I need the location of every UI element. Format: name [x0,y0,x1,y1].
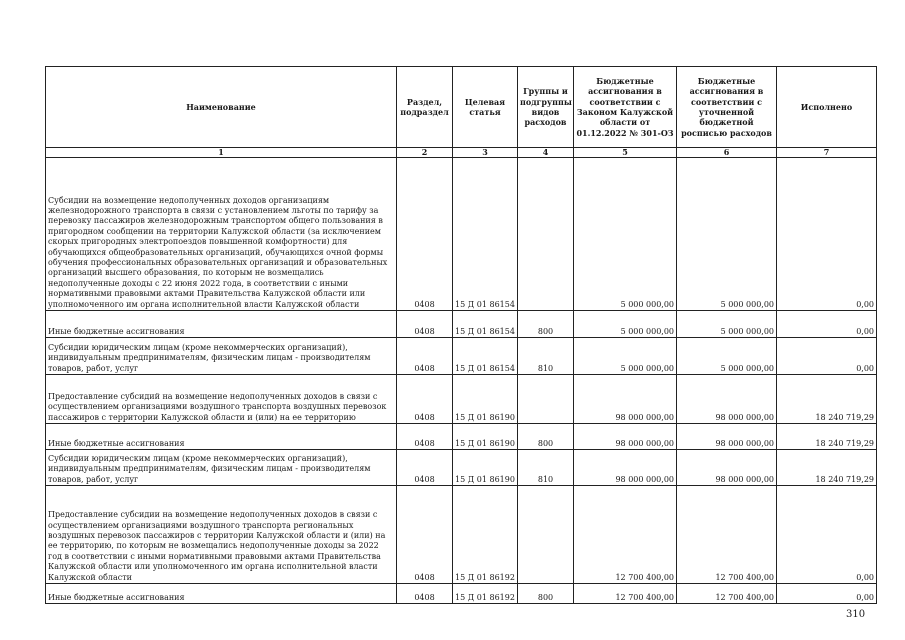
row-group: 800 [518,584,574,604]
row-name: Предоставление субсидий на возмещение недополученных доходов в связи с осуществлением организациями воздушного транспорта воздушных перевозок пассажиров с территории Калужской области и (или) на ее территорию [46,375,397,424]
row-target: 15 Д 01 86192 [453,584,518,604]
row-executed-amount: 18 240 719,29 [777,375,877,424]
row-section: 0408 [397,375,453,424]
row-section: 0408 [397,158,453,311]
row-section: 0408 [397,424,453,450]
table-row [46,158,877,311]
row-name: Субсидии юридическим лицам (кроме некоммерческих организаций), индивидуальным предпринимателям, физическим лицам - производителям товаров, работ, услуг [46,338,397,375]
row-name: Иные бюджетные ассигнования [46,424,397,450]
row-law-amount: 98 000 000,00 [574,450,677,486]
table-row [46,424,877,450]
col-header-executed: Исполнено [777,67,877,148]
row-law-amount: 98 000 000,00 [574,424,677,450]
row-refined-amount: 98 000 000,00 [677,424,777,450]
table-row [46,486,877,584]
col-header-section: Раздел, подраздел [397,67,453,148]
row-name: Субсидии на возмещение недополученных доходов организациям железнодорожного транспорта в связи с установлением льготы по тарифу за перевозку пассажиров железнодорожным транспортом общего пользования в пригородном сообщении на территории Калужской области (за исключением скорых пригородных электропоездов повышенной комфортности) для обучающихся общеобразовательных организаций, обучающихся очной формы обучения профессиональных образовательных организаций и образовательных организаций высшего образования, по которым не возмещались недополученные доходы с 22 июня 2022 года, в соответствии с иными нормативными правовыми актами Правительства Калужской области или уполномоченного им органа исполнительной власти Калужской области [46,158,397,311]
row-refined-amount: 12 700 400,00 [677,486,777,584]
col-number: 4 [518,148,574,158]
row-executed-amount: 0,00 [777,486,877,584]
row-section: 0408 [397,486,453,584]
row-executed-amount: 0,00 [777,158,877,311]
row-name: Иные бюджетные ассигнования [46,311,397,338]
col-number: 3 [453,148,518,158]
row-target: 15 Д 01 86190 [453,375,518,424]
row-law-amount: 5 000 000,00 [574,338,677,375]
row-target: 15 Д 01 86154 [453,158,518,311]
row-group: 810 [518,338,574,375]
row-law-amount: 98 000 000,00 [574,375,677,424]
row-refined-amount: 98 000 000,00 [677,450,777,486]
col-number: 6 [677,148,777,158]
row-law-amount: 12 700 400,00 [574,584,677,604]
column-number-row [46,148,877,158]
col-header-name: Наименование [46,67,397,148]
row-group [518,486,574,584]
row-executed-amount: 0,00 [777,584,877,604]
table-row [46,584,877,604]
row-refined-amount: 98 000 000,00 [677,375,777,424]
header-row [46,67,877,148]
col-header-group: Группы и подгруппы видов расходов [518,67,574,148]
row-section: 0408 [397,584,453,604]
col-header-law: Бюджетные ассигнования в соответствии с Законом Калужской области от 01.12.2022 № 301-ОЗ [574,67,677,148]
col-header-target: Целевая статья [453,67,518,148]
page-number: 310 [846,609,866,620]
row-executed-amount: 0,00 [777,338,877,375]
row-name: Субсидии юридическим лицам (кроме некоммерческих организаций), индивидуальным предпринимателям, физическим лицам - производителям товаров, работ, услуг [46,450,397,486]
row-law-amount: 5 000 000,00 [574,158,677,311]
row-refined-amount: 12 700 400,00 [677,584,777,604]
row-group: 800 [518,424,574,450]
table-row [46,311,877,338]
row-name: Предоставление субсидии на возмещение недополученных доходов в связи с осуществлением организациями воздушного транспорта региональных воздушных перевозок пассажиров с территории Калужской области и (или) на ее территорию, по которым не возмещались недополученные доходы за 2022 год в соответствии с иными нормативными правовыми актами Правительства Калужской области или уполномоченного им органа исполнительной власти Калужской области [46,486,397,584]
col-number: 7 [777,148,877,158]
table-row [46,338,877,375]
col-header-refined: Бюджетные ассигнования в соответствии с уточненной бюджетной росписью расходов [677,67,777,148]
table-row [46,375,877,424]
row-refined-amount: 5 000 000,00 [677,338,777,375]
row-target: 15 Д 01 86154 [453,311,518,338]
row-target: 15 Д 01 86190 [453,450,518,486]
row-group [518,375,574,424]
row-law-amount: 12 700 400,00 [574,486,677,584]
row-section: 0408 [397,311,453,338]
budget-table [45,66,877,604]
row-group: 810 [518,450,574,486]
row-refined-amount: 5 000 000,00 [677,311,777,338]
row-executed-amount: 0,00 [777,311,877,338]
row-name: Иные бюджетные ассигнования [46,584,397,604]
col-number: 1 [46,148,397,158]
row-section: 0408 [397,338,453,375]
row-law-amount: 5 000 000,00 [574,311,677,338]
row-executed-amount: 18 240 719,29 [777,450,877,486]
col-number: 5 [574,148,677,158]
row-group: 800 [518,311,574,338]
row-section: 0408 [397,450,453,486]
row-target: 15 Д 01 86192 [453,486,518,584]
row-executed-amount: 18 240 719,29 [777,424,877,450]
col-number: 2 [397,148,453,158]
table-row [46,450,877,486]
row-refined-amount: 5 000 000,00 [677,158,777,311]
row-target: 15 Д 01 86190 [453,424,518,450]
row-group [518,158,574,311]
row-target: 15 Д 01 86154 [453,338,518,375]
